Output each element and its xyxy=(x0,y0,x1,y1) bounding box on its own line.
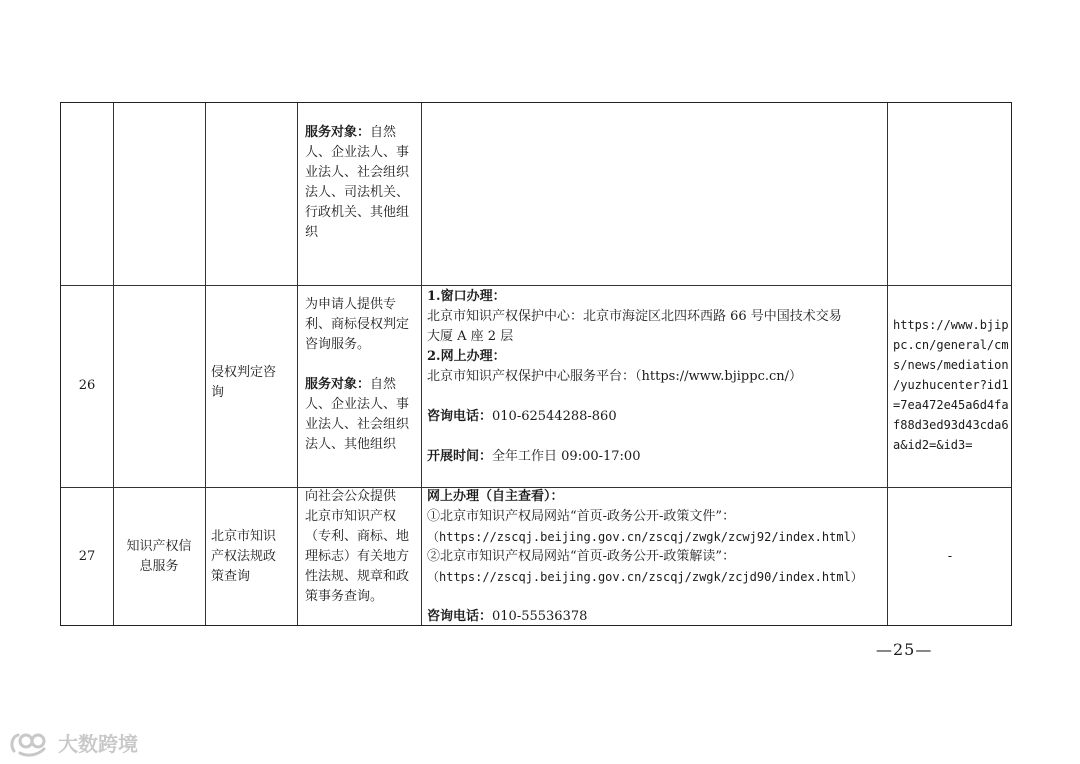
row-27-number: 27 xyxy=(78,549,96,564)
phone-line: 咨询电话：010-55536378 xyxy=(427,609,588,624)
row-26-number: 26 xyxy=(78,378,96,393)
policy-interpretation-url[interactable]: （https://zscqj.beijing.gov.cn/zscqj/zwgk/zcjd90/index.html） xyxy=(427,570,863,584)
desc-line: 人、企业法人、事 xyxy=(305,145,410,160)
channel-heading: 网上办理（自主查看）： xyxy=(427,489,564,504)
phone-line: 咨询电话：010-62544288-860 xyxy=(427,409,617,424)
channel-line: 大厦 A 座 2 层 xyxy=(427,329,514,344)
column-divider xyxy=(205,103,206,625)
hours-line: 开展时间：全年工作日 09:00-17:00 xyxy=(427,449,641,464)
row-27-description xyxy=(305,487,420,607)
desc-line: 业法人、社会组织 xyxy=(305,417,410,432)
url-line: https://www.bjip xyxy=(893,318,1009,332)
desc-line: 咨询服务。 xyxy=(305,337,371,352)
page-number: —25— xyxy=(876,640,933,659)
desc-line: 服务对象：自然 xyxy=(305,377,397,392)
service-line: 产权法规政 xyxy=(211,549,277,564)
channel-line: ①北京市知识产权局网站“首页-政务公开-政策文件”： xyxy=(427,509,736,524)
desc-line: 行政机关、其他组 xyxy=(305,205,410,220)
desc-line: 织 xyxy=(305,225,319,240)
service-line: 北京市知识 xyxy=(211,529,277,544)
channel-line: 北京市知识产权保护中心服务平台：（https://www.bjippc.cn/） xyxy=(427,369,803,384)
url-line: a&id2=&id3= xyxy=(893,438,973,452)
row-27-category xyxy=(113,487,205,627)
category-line: 息服务 xyxy=(139,559,179,574)
row-25-description xyxy=(305,123,420,243)
url-line: /yuzhucenter?id1 xyxy=(893,378,1009,392)
desc-line: 理标志）有关地方 xyxy=(305,549,410,564)
row-divider xyxy=(61,285,1011,286)
desc-line: （专利、商标、地 xyxy=(305,529,410,544)
desc-line: 利、商标侵权判定 xyxy=(305,317,410,332)
channel-heading: 2.网上办理： xyxy=(427,349,506,364)
row-26-service xyxy=(211,363,297,403)
channel-line: 北京市知识产权保护中心：北京市海淀区北四环西路 66 号中国技术交易 xyxy=(427,309,842,324)
row-27-url: - xyxy=(947,549,953,564)
service-line: 侵权判定咨 xyxy=(211,365,277,380)
channel-line: ②北京市知识产权局网站“首页-政务公开-政策解读”： xyxy=(427,549,736,564)
desc-line: 法人、其他组织 xyxy=(305,437,397,452)
service-table xyxy=(60,102,1012,626)
watermark xyxy=(8,728,138,757)
category-line: 知识产权信 xyxy=(126,539,192,554)
channel-heading: 1.窗口办理： xyxy=(427,289,506,304)
service-line: 策查询 xyxy=(211,569,251,584)
url-line: =7ea472e45a6d4fa xyxy=(893,398,1009,412)
desc-line: 为申请人提供专 xyxy=(305,297,397,312)
column-divider xyxy=(297,103,298,625)
watermark-logo-icon xyxy=(8,729,52,757)
desc-line: 策事务查询。 xyxy=(305,589,384,604)
row-26-description xyxy=(305,295,420,455)
desc-line: 人、企业法人、事 xyxy=(305,397,410,412)
url-line: pc.cn/general/cm xyxy=(893,338,1009,352)
service-line: 询 xyxy=(211,385,225,400)
desc-line: 性法规、规章和政 xyxy=(305,569,410,584)
column-divider xyxy=(421,103,422,625)
row-27-channels xyxy=(427,487,885,627)
desc-line: 法人、司法机关、 xyxy=(305,185,410,200)
desc-line: 北京市知识产权 xyxy=(305,509,397,524)
desc-line: 业法人、社会组织 xyxy=(305,165,410,180)
url-line: f88d3ed93d43cda6 xyxy=(893,418,1009,432)
desc-line: 服务对象：自然 xyxy=(305,125,397,140)
row-27-service xyxy=(211,527,297,587)
desc-line: 向社会公众提供 xyxy=(305,489,397,504)
url-line: s/news/mediation xyxy=(893,358,1009,372)
row-26-channels xyxy=(427,287,885,467)
watermark-text: 大数跨境 xyxy=(58,732,138,756)
row-26-url[interactable] xyxy=(893,315,1011,455)
policy-files-url[interactable]: （https://zscqj.beijing.gov.cn/zscqj/zwgk/zcwj92/index.html） xyxy=(427,530,863,544)
